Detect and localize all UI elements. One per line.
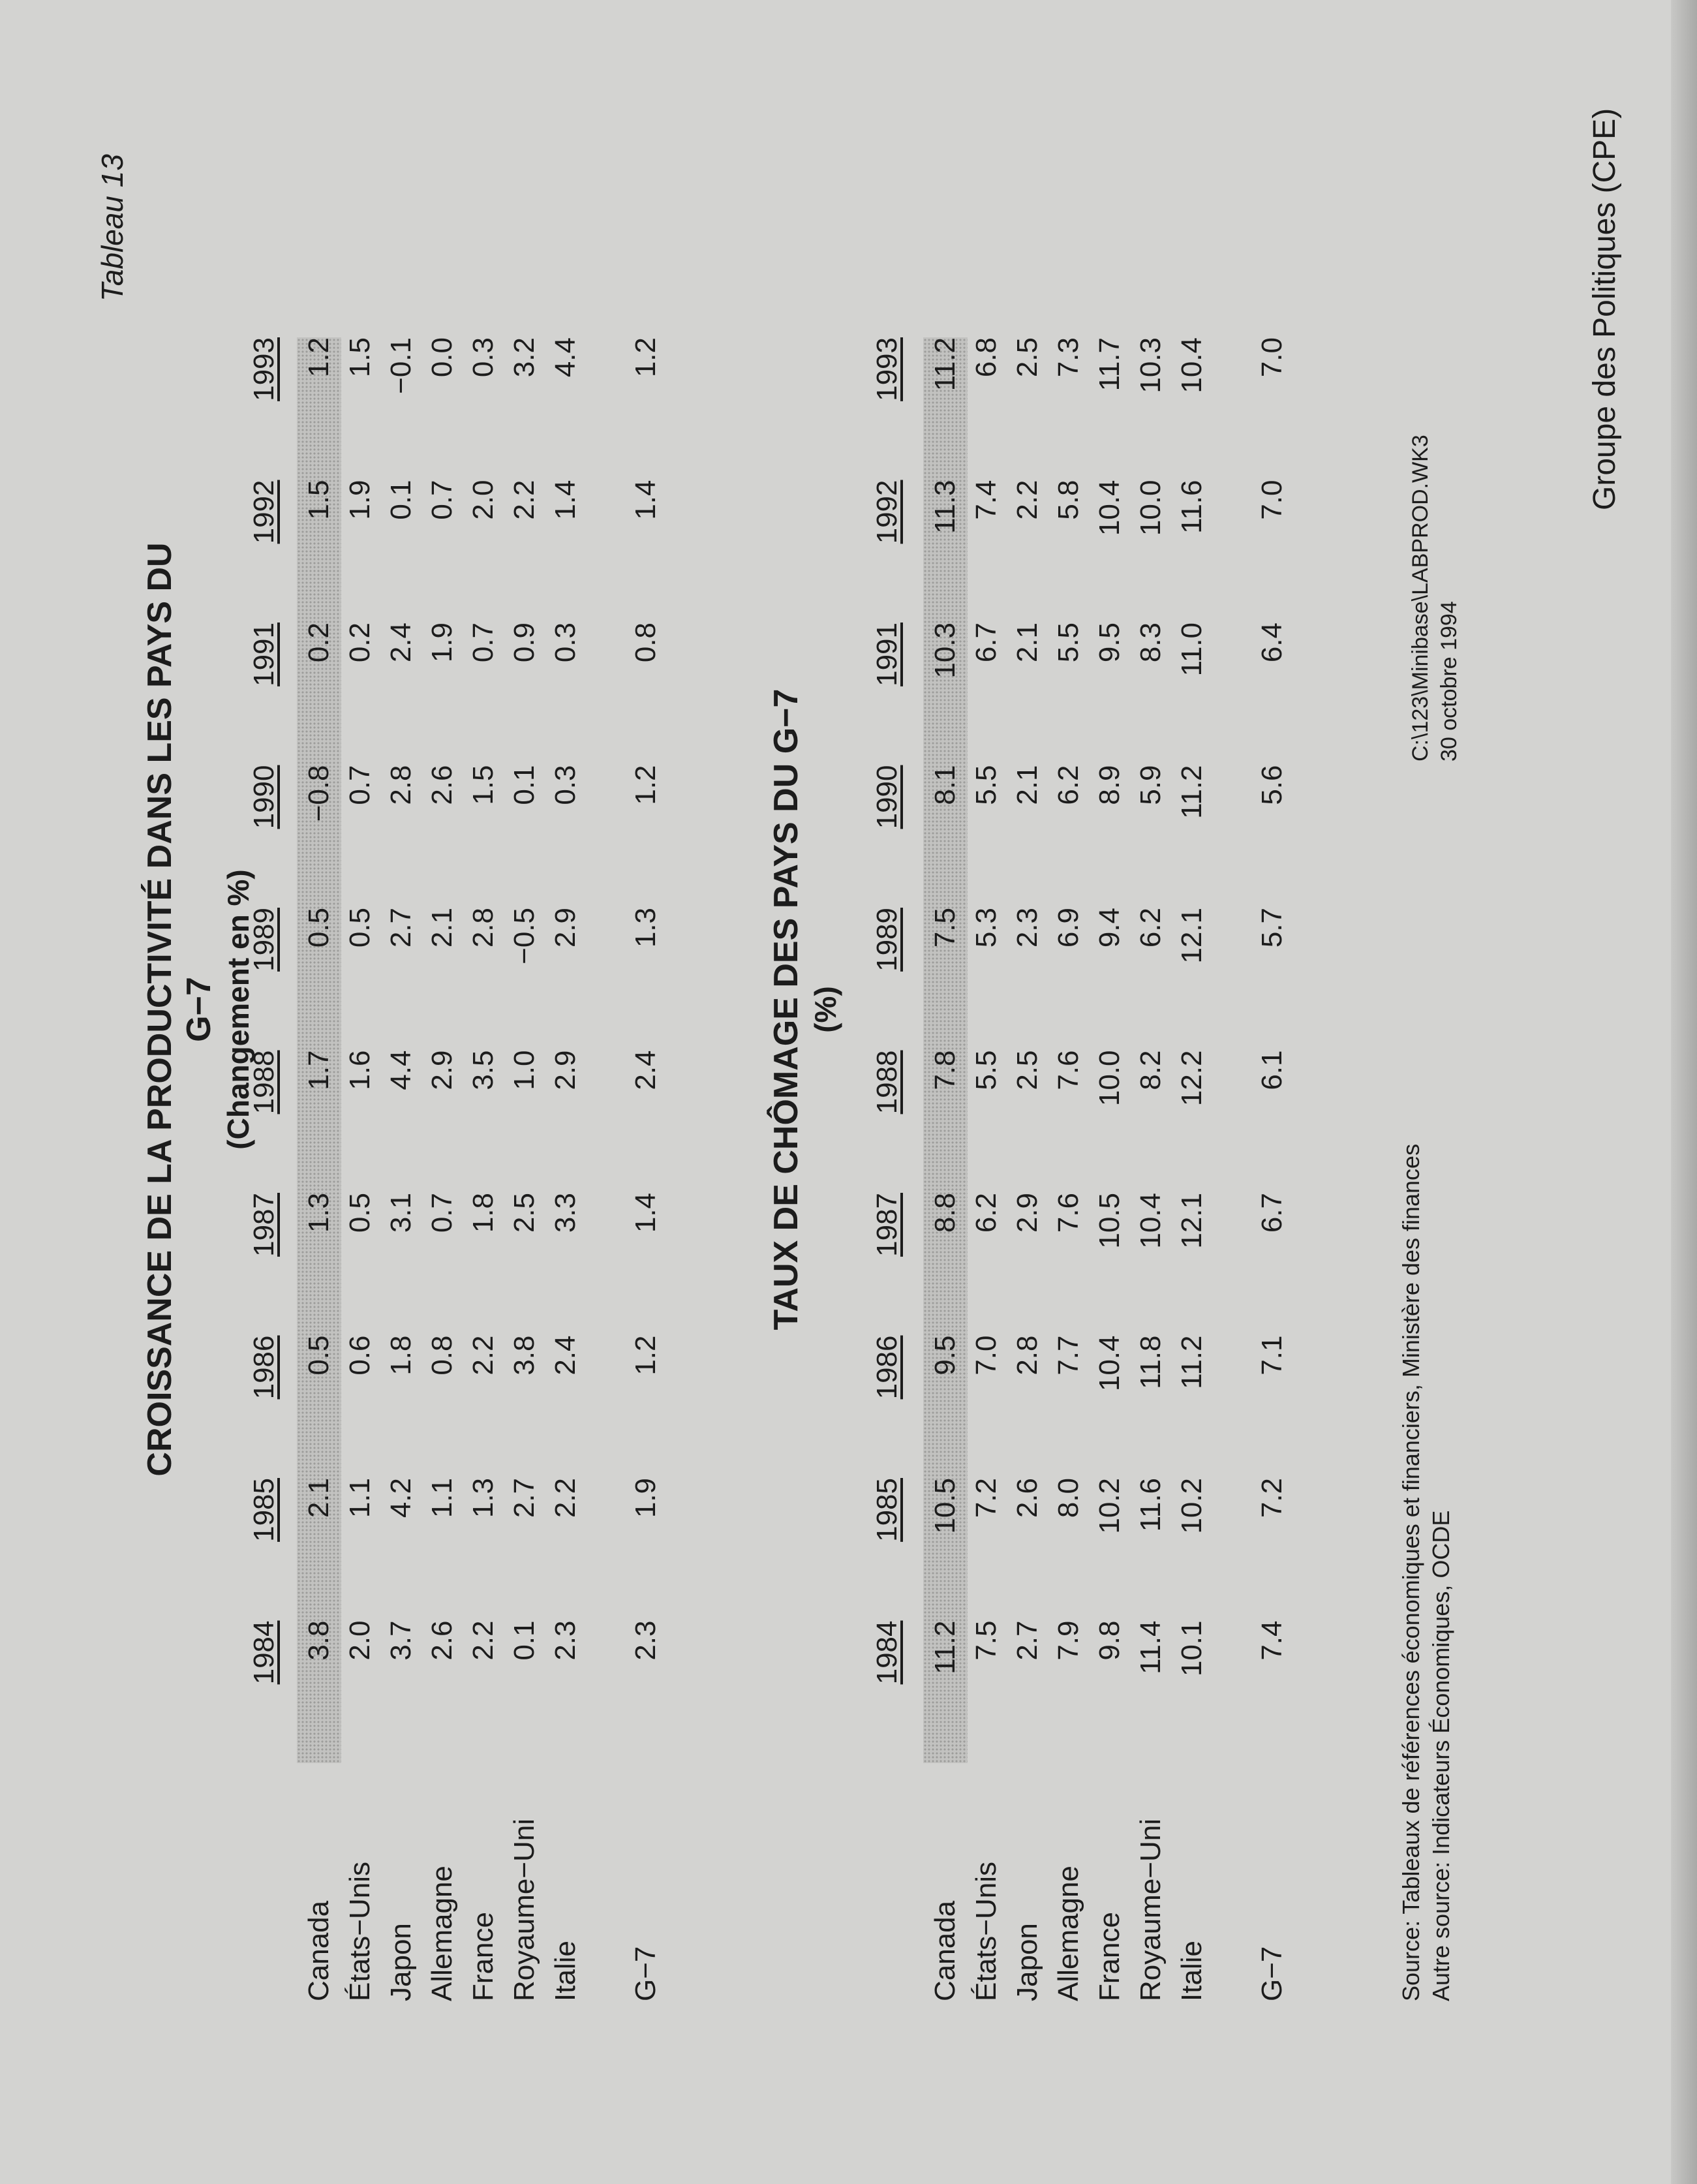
table-cell: 5.5 bbox=[1052, 623, 1084, 663]
table-row bbox=[1008, 337, 1047, 2001]
table-cell: 1.9 bbox=[426, 623, 458, 663]
table-cell: 10.1 bbox=[1176, 1620, 1208, 1677]
table-cell: 7.7 bbox=[1052, 1335, 1084, 1376]
year-header bbox=[248, 623, 281, 765]
table-cell: 0.7 bbox=[426, 1193, 458, 1233]
table-cell: 10.4 bbox=[1135, 1193, 1167, 1249]
year-header-text: 1990 bbox=[871, 765, 903, 829]
table-cell: 10.5 bbox=[1093, 1193, 1125, 1249]
table-cell: 1.2 bbox=[630, 765, 662, 805]
table-cell: 2.7 bbox=[385, 908, 417, 948]
year-header bbox=[871, 480, 904, 623]
year-header-text: 1984 bbox=[871, 1620, 903, 1685]
table-cell: 9.5 bbox=[929, 1335, 961, 1376]
table-cell: 3.7 bbox=[385, 1620, 417, 1661]
row-label: Italie bbox=[549, 1941, 581, 2001]
table-cell: 5.7 bbox=[1256, 908, 1288, 948]
table-cell: 1.1 bbox=[344, 1478, 376, 1518]
table-cell: 10.4 bbox=[1176, 337, 1208, 393]
row-label: G−7 bbox=[630, 1946, 662, 2001]
table-cell: 10.5 bbox=[929, 1478, 961, 1534]
table-cell: 11.6 bbox=[1135, 1478, 1167, 1532]
row-label: Canada bbox=[929, 1900, 961, 2001]
year-header-text: 1990 bbox=[248, 765, 280, 829]
total-row bbox=[626, 337, 665, 2001]
file-reference bbox=[1406, 435, 1463, 761]
table-cell: 7.4 bbox=[970, 480, 1002, 520]
table-cell: 8.3 bbox=[1135, 623, 1167, 663]
row-label: États−Unis bbox=[970, 1862, 1002, 2001]
table-cell: 3.3 bbox=[549, 1193, 581, 1233]
table-cell: 2.8 bbox=[385, 765, 417, 805]
table-cell: 10.2 bbox=[1176, 1478, 1208, 1534]
year-header bbox=[871, 1051, 904, 1193]
table-cell: 2.1 bbox=[1011, 765, 1043, 805]
table-number: Tableau 13 bbox=[95, 154, 129, 301]
row-label: Italie bbox=[1176, 1941, 1208, 2001]
year-header bbox=[248, 1478, 281, 1621]
table-cell: 7.6 bbox=[1052, 1193, 1084, 1233]
table-row bbox=[464, 337, 503, 2001]
table-cell: 8.9 bbox=[1093, 765, 1125, 805]
table-cell: 5.5 bbox=[970, 1050, 1002, 1090]
year-header-text: 1989 bbox=[248, 908, 280, 972]
table-cell: 10.4 bbox=[1093, 480, 1125, 536]
year-header bbox=[248, 1336, 281, 1479]
table2-title: TAUX DE CHÔMAGE DES PAYS DU G−7 bbox=[767, 688, 805, 1330]
table-cell: 12.1 bbox=[1176, 1193, 1208, 1249]
year-header-text: 1991 bbox=[871, 623, 903, 686]
table-cell: 2.9 bbox=[549, 908, 581, 948]
table-cell: 1.9 bbox=[344, 480, 376, 520]
table-cell: 7.0 bbox=[970, 1335, 1002, 1376]
table-row bbox=[505, 337, 544, 2001]
table-cell: 1.3 bbox=[467, 1478, 499, 1518]
table-cell: 2.5 bbox=[1011, 337, 1043, 378]
row-label: Allemagne bbox=[426, 1866, 458, 2001]
table-cell: 2.5 bbox=[1011, 1050, 1043, 1090]
table-cell: 1.4 bbox=[549, 480, 581, 520]
table-cell: 1.5 bbox=[344, 337, 376, 378]
year-header-text: 1984 bbox=[248, 1620, 280, 1685]
table-cell: 2.4 bbox=[630, 1050, 662, 1090]
table-cell: 8.1 bbox=[929, 765, 961, 805]
table-cell: 5.6 bbox=[1256, 765, 1288, 805]
table-cell: 7.0 bbox=[1256, 480, 1288, 520]
year-header bbox=[871, 1621, 904, 1764]
table-cell: 9.5 bbox=[1093, 623, 1125, 663]
year-header bbox=[871, 337, 904, 480]
year-header-text: 1992 bbox=[871, 480, 903, 544]
table-cell: 0.5 bbox=[303, 908, 335, 948]
year-header bbox=[248, 1051, 281, 1193]
table-cell: 0.3 bbox=[549, 765, 581, 805]
row-label: Royaume−Uni bbox=[1135, 1818, 1167, 2001]
table-cell: 2.6 bbox=[1011, 1478, 1043, 1518]
table-cell: 4.4 bbox=[385, 1050, 417, 1090]
table-cell: 1.3 bbox=[630, 908, 662, 948]
table-cell: 0.2 bbox=[344, 623, 376, 663]
table-cell: 11.6 bbox=[1176, 480, 1208, 534]
year-header bbox=[248, 337, 281, 480]
table-cell: 1.6 bbox=[344, 1050, 376, 1090]
table2-subtitle: (%) bbox=[808, 986, 842, 1033]
table-cell: 8.0 bbox=[1052, 1478, 1084, 1518]
year-header bbox=[248, 908, 281, 1051]
table-cell: 1.0 bbox=[508, 1050, 540, 1090]
year-header-text: 1985 bbox=[871, 1478, 903, 1542]
table-cell: 5.8 bbox=[1052, 480, 1084, 520]
header-row bbox=[868, 337, 907, 2001]
table-cell: 3.1 bbox=[385, 1193, 417, 1233]
table-cell: 2.6 bbox=[426, 765, 458, 805]
table-cell: 7.6 bbox=[1052, 1050, 1084, 1090]
year-header bbox=[871, 1478, 904, 1621]
header-row bbox=[245, 337, 284, 2001]
row-label: Canada bbox=[303, 1900, 335, 2001]
table-cell: 2.2 bbox=[1011, 480, 1043, 520]
table-cell: 4.2 bbox=[385, 1478, 417, 1518]
table-row bbox=[967, 337, 1006, 2001]
file-date: 30 octobre 1994 bbox=[1437, 601, 1461, 761]
row-label: France bbox=[1093, 1912, 1125, 2001]
table-cell: 7.9 bbox=[1052, 1620, 1084, 1661]
table-cell: 0.0 bbox=[426, 337, 458, 378]
table-cell: 7.2 bbox=[1256, 1478, 1288, 1518]
table-cell: 0.7 bbox=[426, 480, 458, 520]
table-cell: 12.2 bbox=[1176, 1050, 1208, 1107]
table-cell: 11.7 bbox=[1093, 337, 1125, 392]
table-cell: 0.5 bbox=[303, 1335, 335, 1376]
source-note bbox=[1396, 1144, 1456, 2001]
table-cell: 9.8 bbox=[1093, 1620, 1125, 1661]
table-cell: 6.4 bbox=[1256, 623, 1288, 663]
table-cell: 7.5 bbox=[929, 908, 961, 948]
table-row bbox=[926, 337, 965, 2001]
source-line-2: Autre source: Indicateurs Économiques, OCDE bbox=[1428, 1510, 1454, 2001]
table-cell: 1.2 bbox=[630, 337, 662, 378]
table-cell: 10.4 bbox=[1093, 1335, 1125, 1392]
table-cell: 2.9 bbox=[426, 1050, 458, 1090]
year-header-text: 1993 bbox=[248, 337, 280, 401]
table-row bbox=[423, 337, 462, 2001]
table-cell: 0.5 bbox=[344, 1193, 376, 1233]
table1-subtitle: (Changement en %) bbox=[221, 869, 255, 1150]
table-cell: 2.2 bbox=[508, 480, 540, 520]
table-cell: 3.5 bbox=[467, 1050, 499, 1090]
table-cell: 2.3 bbox=[549, 1620, 581, 1661]
table-cell: 2.0 bbox=[467, 480, 499, 520]
table-cell: 0.8 bbox=[426, 1335, 458, 1376]
table-cell: 6.8 bbox=[970, 337, 1002, 378]
year-header bbox=[871, 908, 904, 1051]
table1-title: CROISSANCE DE LA PRODUCTIVITÉ DANS LES PAYS DU G−7 bbox=[141, 542, 218, 1477]
year-header-text: 1989 bbox=[871, 908, 903, 972]
year-header-text: 1992 bbox=[248, 480, 280, 544]
table-cell: 3.8 bbox=[303, 1620, 335, 1661]
table-cell: 11.2 bbox=[1176, 1335, 1208, 1389]
table-cell: 4.4 bbox=[549, 337, 581, 378]
table-cell: 10.3 bbox=[929, 623, 961, 679]
table-cell: 0.5 bbox=[344, 908, 376, 948]
table-cell: 2.2 bbox=[467, 1620, 499, 1661]
table-cell: 2.4 bbox=[385, 623, 417, 663]
year-header bbox=[871, 1193, 904, 1336]
year-header bbox=[248, 1621, 281, 1764]
table-cell: 11.2 bbox=[1176, 765, 1208, 819]
table-cell: 1.4 bbox=[630, 1193, 662, 1233]
table-cell: 1.8 bbox=[467, 1193, 499, 1233]
table-cell: 11.4 bbox=[1135, 1620, 1167, 1674]
table-cell: 2.3 bbox=[630, 1620, 662, 1661]
year-header-text: 1985 bbox=[248, 1478, 280, 1542]
table-cell: 0.2 bbox=[303, 623, 335, 663]
table-cell: 0.1 bbox=[508, 765, 540, 805]
year-header bbox=[871, 623, 904, 765]
table-row bbox=[1049, 337, 1088, 2001]
table-cell: 6.2 bbox=[1135, 908, 1167, 948]
table-cell: 2.5 bbox=[508, 1193, 540, 1233]
table-cell: 8.8 bbox=[929, 1193, 961, 1233]
year-header-text: 1991 bbox=[248, 623, 280, 686]
table-cell: 1.5 bbox=[467, 765, 499, 805]
table-cell: 1.1 bbox=[426, 1478, 458, 1518]
table-cell: 7.4 bbox=[1256, 1620, 1288, 1661]
table-cell: 2.1 bbox=[426, 908, 458, 948]
table-cell: 0.1 bbox=[385, 480, 417, 520]
table-cell: 6.7 bbox=[1256, 1193, 1288, 1233]
year-header bbox=[248, 765, 281, 908]
table-cell: 2.9 bbox=[1011, 1193, 1043, 1233]
table-row bbox=[341, 337, 380, 2001]
table-cell: 0.8 bbox=[630, 623, 662, 663]
table-cell: 6.2 bbox=[970, 1193, 1002, 1233]
table-cell: −0.1 bbox=[385, 337, 417, 394]
table-cell: 1.5 bbox=[303, 480, 335, 520]
table-cell: 8.2 bbox=[1135, 1050, 1167, 1090]
row-label: Japon bbox=[1011, 1923, 1043, 2001]
table-cell: 7.2 bbox=[970, 1478, 1002, 1518]
table-cell: 6.2 bbox=[1052, 765, 1084, 805]
table-cell: 2.6 bbox=[426, 1620, 458, 1661]
table-cell: −0.5 bbox=[508, 908, 540, 964]
row-label: France bbox=[467, 1912, 499, 2001]
table2-title-block bbox=[767, 520, 845, 1499]
table-cell: 12.1 bbox=[1176, 908, 1208, 964]
year-header-text: 1986 bbox=[248, 1335, 280, 1400]
table-cell: 5.5 bbox=[970, 765, 1002, 805]
year-header-text: 1986 bbox=[871, 1335, 903, 1400]
year-header bbox=[248, 1193, 281, 1336]
file-path: C:\123\Minibase\LABPROD.WK3 bbox=[1408, 435, 1433, 761]
year-header-text: 1988 bbox=[248, 1050, 280, 1115]
table-cell: 7.8 bbox=[929, 1050, 961, 1090]
row-label: Japon bbox=[385, 1923, 417, 2001]
year-header-text: 1988 bbox=[871, 1050, 903, 1115]
table-cell: 1.9 bbox=[630, 1478, 662, 1518]
table-cell: 7.3 bbox=[1052, 337, 1084, 378]
table-cell: 7.5 bbox=[970, 1620, 1002, 1661]
table-cell: 10.0 bbox=[1135, 480, 1167, 536]
group-label: Groupe des Politiques (CPE) bbox=[1587, 108, 1622, 510]
table-cell: 1.3 bbox=[303, 1193, 335, 1233]
table-row bbox=[546, 337, 585, 2001]
table-row bbox=[299, 337, 339, 2001]
table-cell: 10.3 bbox=[1135, 337, 1167, 393]
table-cell: 0.7 bbox=[467, 623, 499, 663]
table-cell: 1.8 bbox=[385, 1335, 417, 1376]
table-cell: 6.9 bbox=[1052, 908, 1084, 948]
table-row bbox=[1172, 337, 1212, 2001]
table-cell: 2.8 bbox=[467, 908, 499, 948]
table-cell: −0.8 bbox=[303, 765, 335, 822]
table-cell: 11.2 bbox=[929, 1620, 961, 1674]
table-cell: 2.7 bbox=[508, 1478, 540, 1518]
table1-title-block bbox=[140, 520, 258, 1499]
table-row bbox=[1131, 337, 1170, 2001]
table-cell: 7.1 bbox=[1256, 1335, 1288, 1376]
year-header bbox=[871, 765, 904, 908]
year-header-text: 1987 bbox=[248, 1193, 280, 1257]
row-label: États−Unis bbox=[344, 1862, 376, 2001]
total-row bbox=[1253, 337, 1292, 2001]
table-cell: 2.2 bbox=[467, 1335, 499, 1376]
table-cell: 6.1 bbox=[1256, 1050, 1288, 1090]
table-cell: 2.1 bbox=[1011, 623, 1043, 663]
table-cell: 2.0 bbox=[344, 1620, 376, 1661]
source-line: Source: Tableaux de références économiques et financiers, Ministère des finances bbox=[1398, 1143, 1424, 2001]
table-cell: 1.7 bbox=[303, 1050, 335, 1090]
table-cell: 11.2 bbox=[929, 337, 961, 392]
table-cell: 5.3 bbox=[970, 908, 1002, 948]
table-cell: 6.7 bbox=[970, 623, 1002, 663]
table-cell: 2.7 bbox=[1011, 1620, 1043, 1661]
table-row bbox=[1090, 337, 1129, 2001]
table-cell: 0.1 bbox=[508, 1620, 540, 1661]
table-cell: 0.9 bbox=[508, 623, 540, 663]
table-cell: 5.9 bbox=[1135, 765, 1167, 805]
table-cell: 0.3 bbox=[549, 623, 581, 663]
table-cell: 10.2 bbox=[1093, 1478, 1125, 1534]
table-cell: 1.4 bbox=[630, 480, 662, 520]
table-cell: 10.0 bbox=[1093, 1050, 1125, 1107]
table-cell: 3.2 bbox=[508, 337, 540, 378]
table-cell: 2.8 bbox=[1011, 1335, 1043, 1376]
table-cell: 3.8 bbox=[508, 1335, 540, 1376]
table-cell: 2.2 bbox=[549, 1478, 581, 1518]
year-header-text: 1993 bbox=[871, 337, 903, 401]
table-cell: 2.3 bbox=[1011, 908, 1043, 948]
year-header bbox=[871, 1336, 904, 1479]
table-row bbox=[382, 337, 421, 2001]
table-cell: 0.3 bbox=[467, 337, 499, 378]
table-cell: 11.0 bbox=[1176, 623, 1208, 677]
table-cell: 0.7 bbox=[344, 765, 376, 805]
table-cell: 1.2 bbox=[303, 337, 335, 378]
year-header bbox=[248, 480, 281, 623]
row-label: G−7 bbox=[1256, 1946, 1288, 2001]
table-cell: 0.6 bbox=[344, 1335, 376, 1376]
table-cell: 7.0 bbox=[1256, 337, 1288, 378]
table-cell: 9.4 bbox=[1093, 908, 1125, 948]
table-cell: 2.4 bbox=[549, 1335, 581, 1376]
year-header-text: 1987 bbox=[871, 1193, 903, 1257]
row-label: Royaume−Uni bbox=[508, 1818, 540, 2001]
table-cell: 2.1 bbox=[303, 1478, 335, 1518]
table-cell: 1.2 bbox=[630, 1335, 662, 1376]
table-cell: 2.9 bbox=[549, 1050, 581, 1090]
table-cell: 11.3 bbox=[929, 480, 961, 534]
table-cell: 11.8 bbox=[1135, 1335, 1167, 1389]
row-label: Allemagne bbox=[1052, 1866, 1084, 2001]
